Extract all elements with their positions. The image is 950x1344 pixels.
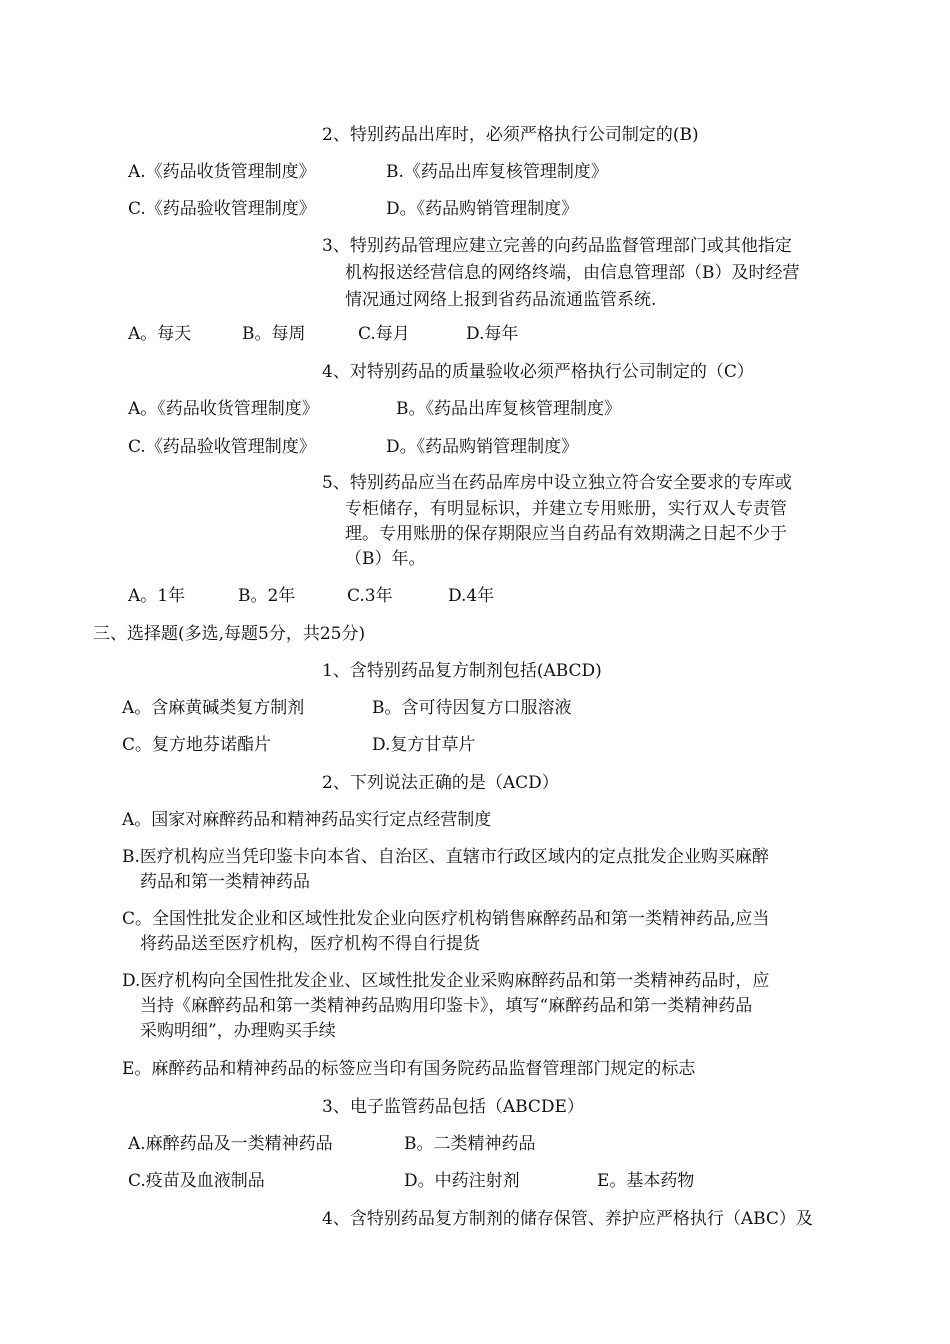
option-d: D.每年 (466, 324, 519, 344)
option-d: D。《药品购销管理制度》 (386, 199, 579, 219)
option-a: A。1年 (128, 586, 186, 606)
question-stem: 4、对特别药品的质量验收必须严格执行公司制定的（C） (322, 362, 754, 382)
option-b: B。每周 (242, 324, 306, 344)
question-stem-line: 专柜储存，有明显标识，并建立专用账册，实行双人专责管 (345, 499, 787, 519)
option-a: A。含麻黄碱类复方制剂 (122, 698, 305, 718)
option-e: E。基本药物 (597, 1171, 695, 1191)
question-stem: 2、特别药品出库时，必须严格执行公司制定的(B) (322, 125, 699, 145)
option-d-line: D.医疗机构向全国性批发企业、区域性批发企业采购麻醉药品和第一类精神药品时，应 (122, 971, 770, 991)
question-stem: 4、含特别药品复方制剂的储存保管、养护应严格执行（ABC）及 (322, 1209, 813, 1229)
option-b: B.《药品出库复核管理制度》 (386, 162, 608, 182)
option-d: D。中药注射剂 (404, 1171, 520, 1191)
question-stem-line: 5、特别药品应当在药品库房中设立独立符合安全要求的专库或 (322, 473, 792, 493)
option-d: D.复方甘草片 (372, 735, 476, 755)
option-e: E。麻醉药品和精神药品的标签应当印有国务院药品监督管理部门规定的标志 (122, 1059, 696, 1079)
option-b-line: B.医疗机构应当凭印鉴卡向本省、自治区、直辖市行政区域内的定点批发企业购买麻醉 (122, 847, 769, 867)
option-c: C.每月 (358, 324, 410, 344)
section-title: 三、选择题(多选,每题5分，共25分) (93, 624, 366, 644)
question-stem-line: 理。专用账册的保存期限应当自药品有效期满之日起不少于 (345, 524, 787, 544)
question-stem-line: 情况通过网络上报到省药品流通监管系统. (345, 290, 657, 310)
option-a: A.麻醉药品及一类精神药品 (128, 1134, 333, 1154)
option-c-line: C。全国性批发企业和区域性批发企业向医疗机构销售麻醉药品和第一类精神药品,应当 (122, 909, 770, 929)
option-b: B。含可待因复方口服溶液 (372, 698, 572, 718)
option-d-line: 采购明细”，办理购买手续 (140, 1021, 336, 1041)
question-stem-line: 机构报送经营信息的网络终端，由信息管理部（B）及时经营 (345, 263, 800, 283)
option-a: A.《药品收货管理制度》 (128, 162, 316, 182)
option-c: C.《药品验收管理制度》 (128, 199, 316, 219)
option-b: B。《药品出库复核管理制度》 (396, 399, 621, 419)
option-a: A。《药品收货管理制度》 (128, 399, 319, 419)
option-b: B。二类精神药品 (404, 1134, 536, 1154)
option-c: C。复方地芬诺酯片 (122, 735, 272, 755)
option-b: B。2年 (238, 586, 296, 606)
question-stem-line: （B）年。 (345, 549, 426, 569)
option-c-line: 将药品送至医疗机构，医疗机构不得自行提货 (140, 934, 480, 954)
option-a: A。每天 (128, 324, 192, 344)
option-c: C.3年 (347, 586, 393, 606)
option-c: C.《药品验收管理制度》 (128, 437, 316, 457)
question-stem: 2、下列说法正确的是（ACD） (322, 773, 559, 793)
option-d-line: 当持《麻醉药品和第一类精神药品购用印鉴卡》，填写“麻醉药品和第一类精神药品 (140, 996, 753, 1016)
question-stem-line: 3、特别药品管理应建立完善的向药品监督管理部门或其他指定 (322, 236, 792, 256)
option-d: D.4年 (448, 586, 495, 606)
option-a: A。国家对麻醉药品和精神药品实行定点经营制度 (122, 810, 492, 830)
option-b-line: 药品和第一类精神药品 (140, 872, 310, 892)
option-c: C.疫苗及血液制品 (128, 1171, 265, 1191)
option-d: D。《药品购销管理制度》 (386, 437, 579, 457)
question-stem: 3、电子监管药品包括（ABCDE） (322, 1097, 584, 1117)
question-stem: 1、含特别药品复方制剂包括(ABCD) (322, 661, 602, 681)
